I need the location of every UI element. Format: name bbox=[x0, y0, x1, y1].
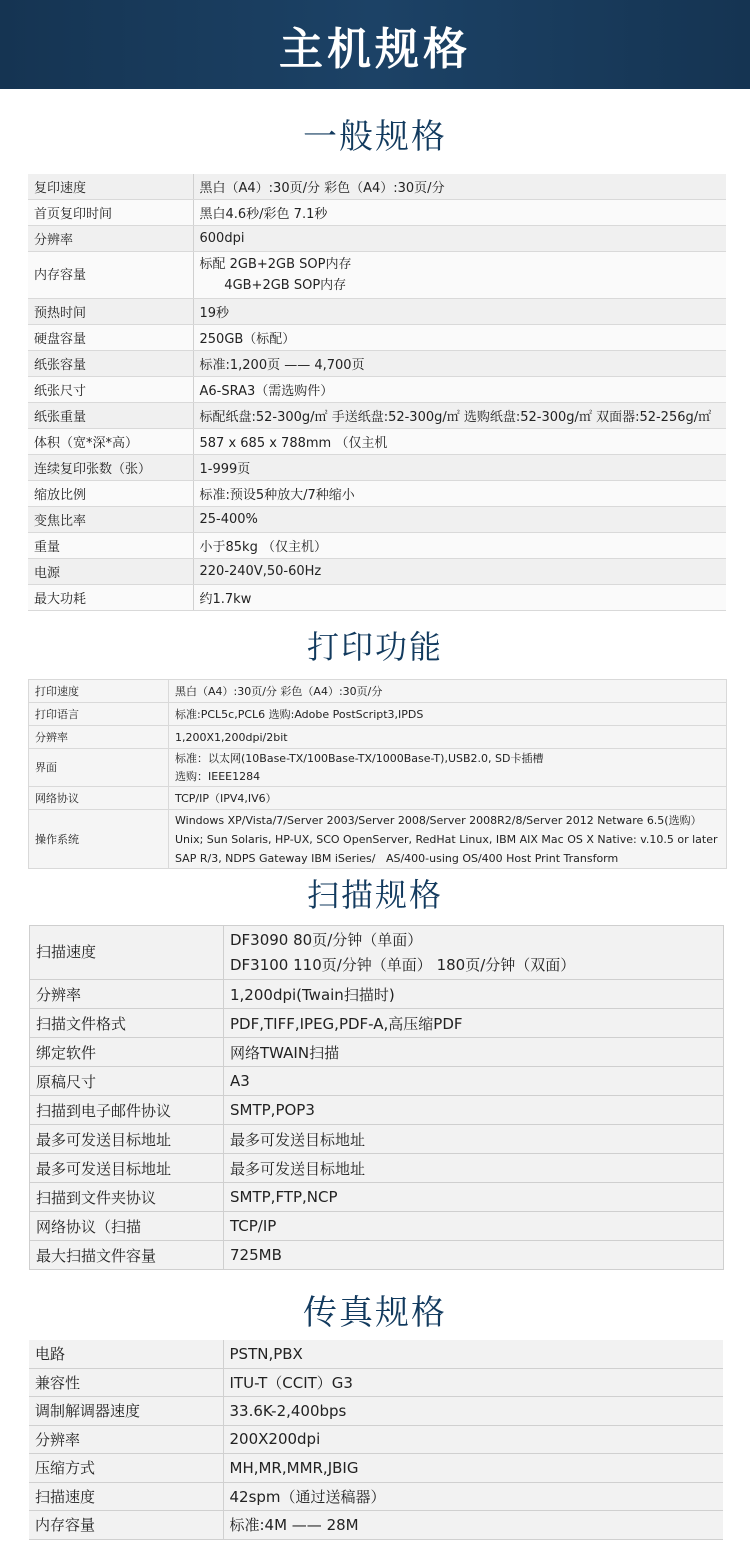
spec-label: 分辨率 bbox=[30, 980, 224, 1009]
spec-label: 分辨率 bbox=[29, 726, 169, 749]
spec-row bbox=[28, 481, 726, 507]
spec-row bbox=[28, 585, 726, 611]
spec-value bbox=[193, 507, 726, 533]
spec-value bbox=[223, 1368, 723, 1397]
spec-value-line: 25-400% bbox=[199, 512, 258, 527]
spec-label: 缩放比例 bbox=[28, 481, 193, 507]
spec-value-line: 选购：IEEE1284 bbox=[175, 769, 261, 783]
spec-value-line: 标准：以太网(10Base-TX/100Base-TX/1000Base-T),USB2.0, SD卡插槽 bbox=[175, 751, 544, 765]
spec-value-line: 220-240V,50-60Hz bbox=[199, 564, 322, 579]
spec-row bbox=[30, 1125, 724, 1154]
spec-value bbox=[223, 1482, 723, 1511]
spec-value bbox=[223, 1340, 723, 1368]
spec-value bbox=[193, 533, 726, 559]
spec-value bbox=[193, 481, 726, 507]
spec-value-line: Unix; Sun Solaris, HP-UX, SCO OpenServer, RedHat Linux, IBM AIX Mac OS X Native: v.10.5 or later bbox=[175, 832, 718, 846]
spec-value bbox=[224, 926, 724, 980]
spec-row bbox=[30, 980, 724, 1009]
spec-row bbox=[30, 1009, 724, 1038]
spec-value bbox=[193, 585, 726, 611]
spec-value-line: A6-SRA3（需选购件） bbox=[199, 384, 334, 399]
spec-value-line: 19秒 bbox=[199, 306, 230, 321]
spec-label: 原稿尺寸 bbox=[30, 1067, 224, 1096]
spec-row bbox=[28, 252, 726, 299]
spec-label: 网络协议（扫描 bbox=[30, 1212, 224, 1241]
spec-value-line: PDF,TIFF,IPEG,PDF-A,高压缩PDF bbox=[230, 1014, 463, 1033]
spec-label: 分辨率 bbox=[29, 1425, 223, 1454]
spec-value-line: 黑白（A4）:30页/分 彩色（A4）:30页/分 bbox=[175, 685, 383, 698]
spec-value-line: 200X200dpi bbox=[229, 1430, 321, 1449]
spec-label: 体积（宽*深*高） bbox=[28, 429, 193, 455]
spec-value-line: 1,200X1,200dpi/2bit bbox=[175, 730, 288, 744]
spec-label: 打印语言 bbox=[29, 703, 169, 726]
spec-value bbox=[193, 252, 726, 299]
spec-label: 绑定软件 bbox=[30, 1038, 224, 1067]
page-banner bbox=[0, 0, 750, 89]
fax-section-title: 传真规格 bbox=[303, 1293, 447, 1333]
spec-row bbox=[28, 200, 726, 226]
spec-row bbox=[29, 1368, 723, 1397]
scan-spec-table bbox=[29, 925, 724, 1270]
spec-value bbox=[169, 703, 727, 726]
spec-label: 扫描速度 bbox=[29, 1482, 223, 1511]
spec-value-line: 约1.7kw bbox=[199, 592, 252, 607]
spec-value bbox=[169, 726, 727, 749]
spec-label: 电路 bbox=[29, 1340, 223, 1368]
spec-value bbox=[224, 1067, 724, 1096]
spec-label: 打印速度 bbox=[29, 680, 169, 703]
spec-value bbox=[193, 200, 726, 226]
spec-row bbox=[30, 1183, 724, 1212]
spec-value-line: 小于85kg （仅主机） bbox=[199, 540, 327, 555]
spec-label: 操作系统 bbox=[29, 810, 169, 869]
spec-value bbox=[193, 325, 726, 351]
spec-row bbox=[28, 226, 726, 252]
spec-value bbox=[169, 810, 727, 869]
spec-label: 分辨率 bbox=[28, 226, 193, 252]
spec-value-line: A3 bbox=[230, 1072, 250, 1090]
spec-value-line: 黑白（A4）:30页/分 彩色（A4）:30页/分 bbox=[199, 181, 445, 196]
spec-row bbox=[29, 703, 727, 726]
spec-value bbox=[193, 455, 726, 481]
spec-value-line: PSTN,PBX bbox=[229, 1344, 303, 1363]
print-section-title: 打印功能 bbox=[306, 628, 443, 666]
spec-value-line: 4GB+2GB SOP内存 bbox=[199, 278, 347, 293]
spec-row bbox=[29, 749, 727, 787]
page-title: 主机规格 bbox=[279, 23, 471, 75]
spec-row bbox=[28, 507, 726, 533]
spec-row bbox=[29, 1482, 723, 1511]
spec-value bbox=[224, 1096, 724, 1125]
spec-value-line: 最多可发送目标地址 bbox=[230, 1159, 366, 1178]
general-spec-table bbox=[28, 174, 726, 611]
spec-row bbox=[29, 810, 727, 869]
spec-value bbox=[193, 174, 726, 200]
spec-label: 硬盘容量 bbox=[28, 325, 193, 351]
spec-value-line: 网络TWAIN扫描 bbox=[230, 1043, 340, 1062]
spec-row bbox=[28, 174, 726, 200]
spec-value-line: 标准:预设5种放大/7种缩小 bbox=[199, 488, 355, 503]
spec-label: 重量 bbox=[28, 533, 193, 559]
spec-row bbox=[28, 325, 726, 351]
spec-value bbox=[193, 429, 726, 455]
spec-row bbox=[30, 926, 724, 980]
spec-value-line: Windows XP/Vista/7/Server 2003/Server 2008/Server 2008R2/8/Server 2012 Netware 6.5(选购） bbox=[175, 813, 702, 827]
spec-value-line: 725MB bbox=[230, 1246, 282, 1264]
spec-row bbox=[28, 351, 726, 377]
spec-value bbox=[193, 559, 726, 585]
spec-label: 电源 bbox=[28, 559, 193, 585]
fax-section-header bbox=[0, 1270, 750, 1340]
spec-row bbox=[28, 403, 726, 429]
spec-value bbox=[224, 1125, 724, 1154]
spec-value bbox=[169, 787, 727, 810]
spec-row bbox=[29, 1454, 723, 1483]
spec-value-line: MH,MR,MMR,JBIG bbox=[229, 1458, 359, 1477]
spec-value bbox=[224, 1038, 724, 1067]
spec-row bbox=[28, 299, 726, 325]
spec-label: 纸张容量 bbox=[28, 351, 193, 377]
spec-value bbox=[224, 1212, 724, 1241]
spec-value bbox=[223, 1454, 723, 1483]
spec-row bbox=[28, 533, 726, 559]
spec-row bbox=[30, 1241, 724, 1270]
spec-value bbox=[223, 1397, 723, 1426]
spec-row bbox=[29, 787, 727, 810]
spec-value-line: 42spm（通过送稿器） bbox=[229, 1487, 386, 1506]
spec-label: 复印速度 bbox=[28, 174, 193, 200]
spec-value-line: DF3100 110页/分钟（单面） 180页/分钟（双面） bbox=[230, 955, 576, 974]
spec-label: 变焦比率 bbox=[28, 507, 193, 533]
spec-value-line: SMTP,FTP,NCP bbox=[230, 1188, 338, 1206]
spec-label: 兼容性 bbox=[29, 1368, 223, 1397]
spec-value bbox=[224, 1009, 724, 1038]
spec-value-line: TCP/IP bbox=[230, 1217, 277, 1235]
spec-label: 预热时间 bbox=[28, 299, 193, 325]
spec-value-line: 250GB（标配） bbox=[199, 332, 296, 347]
spec-value-line: 标准:4M —— 28M bbox=[229, 1516, 359, 1535]
spec-value-line: 标配纸盘:52-300g/㎡ 手送纸盘:52-300g/㎡ 选购纸盘:52-300g/㎡ 双面器:52-256g/㎡ bbox=[199, 410, 712, 425]
spec-value-line: 标配 2GB+2GB SOP内存 bbox=[199, 257, 352, 272]
spec-row bbox=[28, 429, 726, 455]
spec-row bbox=[29, 726, 727, 749]
spec-label: 网络协议 bbox=[29, 787, 169, 810]
spec-label: 压缩方式 bbox=[29, 1454, 223, 1483]
spec-value-line: 最多可发送目标地址 bbox=[230, 1130, 366, 1149]
spec-value bbox=[224, 1183, 724, 1212]
general-section-header bbox=[0, 89, 750, 174]
spec-row bbox=[28, 455, 726, 481]
spec-label: 扫描到电子邮件协议 bbox=[30, 1096, 224, 1125]
spec-row bbox=[30, 1067, 724, 1096]
spec-value-line: SAP R/3, NDPS Gateway IBM iSeries/ AS/400-using OS/400 Host Print Transform bbox=[175, 851, 619, 865]
spec-value-line: SMTP,POP3 bbox=[230, 1101, 315, 1119]
spec-row bbox=[30, 1212, 724, 1241]
spec-label: 调制解调器速度 bbox=[29, 1397, 223, 1426]
spec-label: 内存容量 bbox=[28, 252, 193, 299]
spec-value-line: 标准:PCL5c,PCL6 选购:Adobe PostScript3,IPDS bbox=[175, 708, 424, 721]
spec-value-line: 1,200dpi(Twain扫描时) bbox=[230, 985, 395, 1004]
general-section-title: 一般规格 bbox=[303, 117, 447, 157]
spec-value bbox=[224, 1241, 724, 1270]
spec-value-line: ITU-T（CCIT）G3 bbox=[229, 1373, 353, 1392]
spec-label: 首页复印时间 bbox=[28, 200, 193, 226]
spec-row bbox=[30, 1096, 724, 1125]
spec-value bbox=[193, 377, 726, 403]
spec-value-line: DF3090 80页/分钟（单面） bbox=[230, 930, 423, 949]
spec-label: 连续复印张数（张） bbox=[28, 455, 193, 481]
spec-label: 扫描文件格式 bbox=[30, 1009, 224, 1038]
spec-value bbox=[193, 299, 726, 325]
spec-row bbox=[28, 559, 726, 585]
spec-value-line: 33.6K-2,400bps bbox=[229, 1401, 347, 1420]
spec-row bbox=[29, 1397, 723, 1426]
spec-value bbox=[193, 226, 726, 252]
scan-section-title: 扫描规格 bbox=[306, 876, 443, 914]
fax-spec-table bbox=[29, 1340, 723, 1540]
spec-label: 界面 bbox=[29, 749, 169, 787]
spec-value-line: 标准:1,200页 —— 4,700页 bbox=[199, 358, 365, 373]
spec-value bbox=[193, 351, 726, 377]
spec-label: 内存容量 bbox=[29, 1511, 223, 1540]
spec-value bbox=[223, 1425, 723, 1454]
spec-value bbox=[223, 1511, 723, 1540]
spec-row bbox=[29, 680, 727, 703]
spec-row bbox=[29, 1511, 723, 1540]
spec-row bbox=[30, 1154, 724, 1183]
spec-value-line: 1-999页 bbox=[199, 462, 251, 477]
spec-row bbox=[29, 1425, 723, 1454]
spec-value-line: 600dpi bbox=[199, 231, 245, 246]
spec-label: 最大扫描文件容量 bbox=[30, 1241, 224, 1270]
spec-row bbox=[30, 1038, 724, 1067]
spec-value bbox=[169, 680, 727, 703]
spec-value bbox=[193, 403, 726, 429]
spec-row bbox=[28, 377, 726, 403]
spec-value bbox=[224, 980, 724, 1009]
spec-value-line: 587 x 685 x 788mm （仅主机 bbox=[199, 436, 388, 451]
spec-value bbox=[169, 749, 727, 787]
print-spec-table bbox=[28, 679, 727, 869]
spec-value-line: 黑白4.6秒/彩色 7.1秒 bbox=[199, 207, 328, 222]
print-section-header bbox=[0, 611, 750, 679]
spec-label: 最多可发送目标地址 bbox=[30, 1125, 224, 1154]
spec-label: 扫描到文件夹协议 bbox=[30, 1183, 224, 1212]
spec-label: 最多可发送目标地址 bbox=[30, 1154, 224, 1183]
scan-section-header bbox=[0, 869, 750, 925]
spec-label: 纸张尺寸 bbox=[28, 377, 193, 403]
spec-value bbox=[224, 1154, 724, 1183]
spec-label: 扫描速度 bbox=[30, 926, 224, 980]
spec-label: 纸张重量 bbox=[28, 403, 193, 429]
spec-value-line: TCP/IP（IPV4,IV6） bbox=[175, 792, 277, 805]
spec-row bbox=[29, 1340, 723, 1368]
spec-label: 最大功耗 bbox=[28, 585, 193, 611]
